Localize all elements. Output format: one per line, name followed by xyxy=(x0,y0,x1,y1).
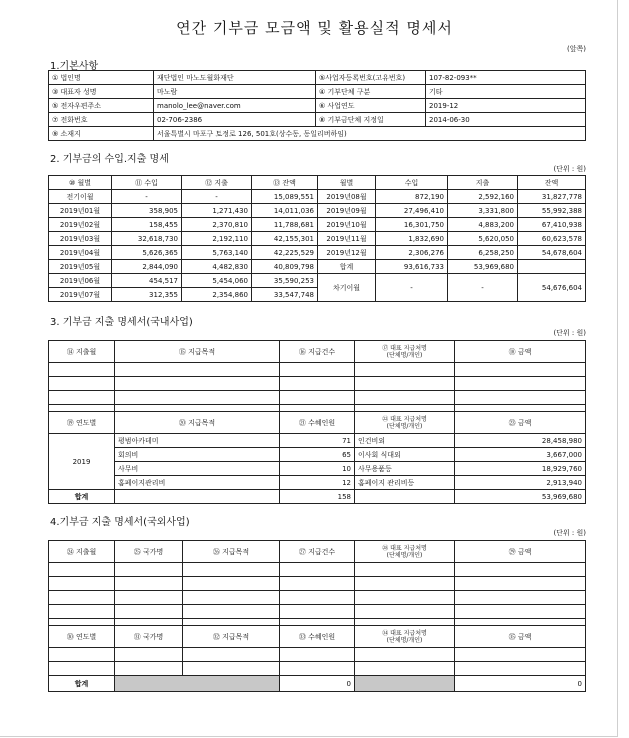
amount-cell xyxy=(518,260,586,274)
column-header: ㉕ 국가명 xyxy=(115,541,183,563)
amount-cell: 2,354,860 xyxy=(182,288,252,302)
income-row xyxy=(49,274,586,288)
amount-cell: 2,192,110 xyxy=(182,232,252,246)
column-header: ⑭ 지출월 xyxy=(49,341,115,363)
amount-cell: 27,496,410 xyxy=(376,204,448,218)
empty-cell xyxy=(355,676,455,692)
column-header: ㉗ 지급건수 xyxy=(280,541,355,563)
empty-cell xyxy=(115,563,183,577)
amount-cell: - xyxy=(182,190,252,204)
amount-cell: 11,788,681 xyxy=(252,218,318,232)
blank-row xyxy=(49,377,586,391)
column-header: 지출 xyxy=(448,176,518,190)
empty-cell xyxy=(280,391,355,405)
amount-cell: 4,883,200 xyxy=(448,218,518,232)
income-expense-table xyxy=(48,175,586,302)
column-header: ⑪ 수입 xyxy=(112,176,182,190)
recipient-cell: 인건비외 xyxy=(355,434,455,448)
section-1-heading: 1.기본사항 xyxy=(50,61,99,72)
overseas-header-row-2 xyxy=(49,626,586,648)
domestic-row xyxy=(49,476,586,490)
total-amount: 53,969,680 xyxy=(455,490,586,504)
section-3-unit: (단위 : 원) xyxy=(553,329,586,337)
info-label: ① 법인명 xyxy=(49,71,154,85)
empty-cell xyxy=(49,662,115,676)
amount-cell: 3,331,800 xyxy=(448,204,518,218)
address-value: 서울특별시 마포구 토정로 126, 501호(상수동, 동일리버하임) xyxy=(154,127,586,141)
month-cell: 2019년01월 xyxy=(49,204,112,218)
empty-cell xyxy=(183,648,280,662)
amount-cell: 1,271,430 xyxy=(182,204,252,218)
count-cell: 65 xyxy=(280,448,355,462)
column-header: ⑱ 금액 xyxy=(455,341,586,363)
empty-cell xyxy=(280,605,355,619)
section-2-heading: 2. 기부금의 수입.지출 명세 xyxy=(50,154,169,165)
empty-cell xyxy=(280,563,355,577)
column-header xyxy=(355,412,455,434)
empty-cell xyxy=(280,648,355,662)
empty-cell xyxy=(455,619,586,626)
empty-cell xyxy=(115,363,280,377)
header-line: ㉞ 대표 지급처명 xyxy=(382,629,427,637)
empty-cell xyxy=(455,563,586,577)
spacer-row xyxy=(49,405,586,412)
empty-cell xyxy=(280,591,355,605)
column-header xyxy=(355,626,455,648)
empty-cell xyxy=(49,648,115,662)
count-cell: 71 xyxy=(280,434,355,448)
info-label: ⑥ 사업연도 xyxy=(316,99,426,113)
month-cell: 2019년02월 xyxy=(49,218,112,232)
empty-cell xyxy=(355,605,455,619)
column-header: ⑬ 잔액 xyxy=(252,176,318,190)
total-amount: 0 xyxy=(455,676,586,692)
address-row xyxy=(49,127,586,141)
empty-cell xyxy=(355,377,455,391)
empty-cell xyxy=(183,619,280,626)
amount-cell: 60,623,578 xyxy=(518,232,586,246)
blank-row xyxy=(49,577,586,591)
amount-cell: 5,620,050 xyxy=(448,232,518,246)
empty-cell xyxy=(49,605,115,619)
amount-cell: 67,410,938 xyxy=(518,218,586,232)
section-3-heading: 3. 기부금 지출 명세서(국내사업) xyxy=(50,317,193,328)
empty-cell xyxy=(115,591,183,605)
amount-cell: 3,667,000 xyxy=(455,448,586,462)
month-cell: 2019년08월 xyxy=(318,190,376,204)
amount-cell: 4,482,830 xyxy=(182,260,252,274)
amount-cell: 31,827,778 xyxy=(518,190,586,204)
column-header: ㉙ 금액 xyxy=(455,541,586,563)
info-value: manolo_lee@naver.com xyxy=(154,99,316,113)
empty-cell xyxy=(280,662,355,676)
header-line: ㉒ 대표 지급처명 xyxy=(382,415,427,423)
header-line: ⑰ 대표 지급처명 xyxy=(382,344,427,352)
column-header: ⑫ 지출 xyxy=(182,176,252,190)
amount-cell: 93,616,733 xyxy=(376,260,448,274)
empty-cell xyxy=(49,363,115,377)
empty-cell xyxy=(115,605,183,619)
info-label: ⑤사업자등록번호(고유번호) xyxy=(316,71,426,85)
income-row xyxy=(49,204,586,218)
empty-cell xyxy=(49,591,115,605)
empty-cell xyxy=(455,391,586,405)
overseas-total-row xyxy=(49,676,586,692)
amount-cell: 454,517 xyxy=(112,274,182,288)
amount-cell: 5,626,365 xyxy=(112,246,182,260)
total-count: 158 xyxy=(280,490,355,504)
empty-cell xyxy=(115,490,280,504)
month-cell: 2019년04월 xyxy=(49,246,112,260)
column-header: ⑳ 지급목적 xyxy=(115,412,280,434)
total-count: 0 xyxy=(280,676,355,692)
recipient-cell: 사무용품등 xyxy=(355,462,455,476)
overseas-expense-table xyxy=(48,540,586,692)
empty-cell xyxy=(455,662,586,676)
domestic-total-row xyxy=(49,490,586,504)
empty-cell xyxy=(455,577,586,591)
info-value: 02-706-2386 xyxy=(154,113,316,127)
amount-cell: 40,809,798 xyxy=(252,260,318,274)
empty-cell xyxy=(115,676,280,692)
section-2-unit: (단위 : 원) xyxy=(553,165,586,173)
info-label: ⑤ 전자우편주소 xyxy=(49,99,154,113)
column-header: 수입 xyxy=(376,176,448,190)
header-line: (단체명/개인) xyxy=(386,422,423,430)
column-header xyxy=(355,341,455,363)
income-row xyxy=(49,246,586,260)
empty-cell xyxy=(115,577,183,591)
amount-cell: 14,011,036 xyxy=(252,204,318,218)
empty-cell xyxy=(280,577,355,591)
column-header: ㉑ 수혜인원 xyxy=(280,412,355,434)
year-cell: 2019 xyxy=(49,434,115,490)
month-cell: 2019년12월 xyxy=(318,246,376,260)
blank-row xyxy=(49,563,586,577)
recipient-cell: 홈페이지 관리비등 xyxy=(355,476,455,490)
empty-cell xyxy=(183,577,280,591)
empty-cell xyxy=(115,391,280,405)
info-row xyxy=(49,113,586,127)
amount-cell: 55,992,388 xyxy=(518,204,586,218)
empty-cell xyxy=(355,490,455,504)
amount-cell: 53,969,680 xyxy=(448,260,518,274)
column-header: ㉟ 금액 xyxy=(455,626,586,648)
amount-cell: 54,678,604 xyxy=(518,246,586,260)
month-cell: 2019년11월 xyxy=(318,232,376,246)
header-line: ㉘ 대표 지급처명 xyxy=(382,544,427,552)
amount-cell: 2,913,940 xyxy=(455,476,586,490)
info-label: ⑦ 전화번호 xyxy=(49,113,154,127)
blank-row xyxy=(49,391,586,405)
amount-cell: 5,454,060 xyxy=(182,274,252,288)
domestic-header-row-2 xyxy=(49,412,586,434)
amount-cell: 28,458,980 xyxy=(455,434,586,448)
empty-cell xyxy=(355,391,455,405)
amount-cell: 2,370,810 xyxy=(182,218,252,232)
total-label: 합계 xyxy=(49,676,115,692)
column-header: ㉖ 지급목적 xyxy=(183,541,280,563)
column-header: ㉛ 국가명 xyxy=(115,626,183,648)
column-header: ㉓ 금액 xyxy=(455,412,586,434)
month-cell: 2019년05월 xyxy=(49,260,112,274)
amount-cell: 158,455 xyxy=(112,218,182,232)
empty-cell xyxy=(355,662,455,676)
empty-cell xyxy=(355,405,455,412)
income-row xyxy=(49,260,586,274)
overseas-header-row xyxy=(49,541,586,563)
income-header-row xyxy=(49,176,586,190)
total-label: 합계 xyxy=(318,260,376,274)
purpose-cell: 평범아카데미 xyxy=(115,434,280,448)
amount-cell: 2,592,160 xyxy=(448,190,518,204)
info-value: 마노람 xyxy=(154,85,316,99)
header-line: (단체명/개인) xyxy=(386,551,423,559)
empty-cell xyxy=(49,563,115,577)
empty-cell xyxy=(455,591,586,605)
amount-cell: - xyxy=(376,274,448,302)
month-cell: 2019년10월 xyxy=(318,218,376,232)
blank-row xyxy=(49,591,586,605)
column-header: ㉝ 수혜인원 xyxy=(280,626,355,648)
column-header: ㉜ 지급목적 xyxy=(183,626,280,648)
empty-cell xyxy=(355,591,455,605)
info-value: 기타 xyxy=(426,85,586,99)
empty-cell xyxy=(280,619,355,626)
purpose-cell: 사무비 xyxy=(115,462,280,476)
amount-cell: 42,225,529 xyxy=(252,246,318,260)
amount-cell: 15,089,551 xyxy=(252,190,318,204)
empty-cell xyxy=(455,377,586,391)
amount-cell: 2,306,276 xyxy=(376,246,448,260)
amount-cell: 872,190 xyxy=(376,190,448,204)
column-header: ⑯ 지급건수 xyxy=(280,341,355,363)
amount-cell: 312,355 xyxy=(112,288,182,302)
section-4-heading: 4.기부금 지출 명세서(국외사업) xyxy=(50,517,190,528)
amount-cell: 358,905 xyxy=(112,204,182,218)
column-header: ㉚ 연도별 xyxy=(49,626,115,648)
info-row xyxy=(49,71,586,85)
info-row xyxy=(49,85,586,99)
empty-cell xyxy=(455,605,586,619)
header-line: (단체명/개인) xyxy=(386,351,423,359)
empty-cell xyxy=(455,363,586,377)
column-header: ⑮ 지급목적 xyxy=(115,341,280,363)
amount-cell: 33,547,748 xyxy=(252,288,318,302)
column-header: ㉔ 지출월 xyxy=(49,541,115,563)
domestic-row xyxy=(49,462,586,476)
amount-cell: 18,929,760 xyxy=(455,462,586,476)
amount-cell: - xyxy=(448,274,518,302)
blank-row xyxy=(49,648,586,662)
empty-cell xyxy=(115,662,183,676)
total-label: 합계 xyxy=(49,490,115,504)
month-cell: 전기이월 xyxy=(49,190,112,204)
info-value: 2019-12 xyxy=(426,99,586,113)
column-header: ⑲ 연도별 xyxy=(49,412,115,434)
empty-cell xyxy=(49,619,115,626)
empty-cell xyxy=(355,648,455,662)
document-title: 연간 기부금 모금액 및 활용실적 명세서 xyxy=(176,19,453,37)
info-label: ④ 기부단체 구분 xyxy=(316,85,426,99)
empty-cell xyxy=(49,405,115,412)
amount-cell: 42,155,301 xyxy=(252,232,318,246)
column-header: ⑩ 월별 xyxy=(49,176,112,190)
basic-info-table xyxy=(48,70,586,141)
purpose-cell: 회의비 xyxy=(115,448,280,462)
amount-cell: 32,618,730 xyxy=(112,232,182,246)
sheet-mark: (앞쪽) xyxy=(567,45,586,53)
empty-cell xyxy=(49,391,115,405)
month-cell: 2019년03월 xyxy=(49,232,112,246)
info-row xyxy=(49,99,586,113)
carry-label: 차기이월 xyxy=(318,274,376,302)
income-row xyxy=(49,218,586,232)
empty-cell xyxy=(355,563,455,577)
empty-cell xyxy=(183,591,280,605)
spacer-row xyxy=(49,619,586,626)
income-row xyxy=(49,232,586,246)
empty-cell xyxy=(115,405,280,412)
amount-cell: 1,832,690 xyxy=(376,232,448,246)
month-cell: 2019년06월 xyxy=(49,274,112,288)
month-cell: 2019년09월 xyxy=(318,204,376,218)
purpose-cell: 홈페이지관리비 xyxy=(115,476,280,490)
section-4-unit: (단위 : 원) xyxy=(553,529,586,537)
amount-cell: 16,301,750 xyxy=(376,218,448,232)
empty-cell xyxy=(455,648,586,662)
empty-cell xyxy=(280,405,355,412)
domestic-row xyxy=(49,434,586,448)
blank-row xyxy=(49,662,586,676)
empty-cell xyxy=(115,377,280,391)
empty-cell xyxy=(455,405,586,412)
info-label: ③ 대표자 성명 xyxy=(49,85,154,99)
income-row xyxy=(49,190,586,204)
blank-row xyxy=(49,605,586,619)
blank-row xyxy=(49,363,586,377)
empty-cell xyxy=(355,363,455,377)
month-cell: 2019년07월 xyxy=(49,288,112,302)
amount-cell: 6,258,250 xyxy=(448,246,518,260)
empty-cell xyxy=(280,377,355,391)
info-value: 2014-06-30 xyxy=(426,113,586,127)
domestic-row xyxy=(49,448,586,462)
amount-cell: 5,763,140 xyxy=(182,246,252,260)
empty-cell xyxy=(115,619,183,626)
recipient-cell: 이사회 식대외 xyxy=(355,448,455,462)
empty-cell xyxy=(49,377,115,391)
info-label: ⑧ 기부금단체 지정일 xyxy=(316,113,426,127)
empty-cell xyxy=(115,648,183,662)
count-cell: 12 xyxy=(280,476,355,490)
empty-cell xyxy=(280,363,355,377)
amount-cell: 54,676,604 xyxy=(518,274,586,302)
empty-cell xyxy=(183,563,280,577)
amount-cell: - xyxy=(112,190,182,204)
domestic-header-row xyxy=(49,341,586,363)
empty-cell xyxy=(183,605,280,619)
empty-cell xyxy=(355,619,455,626)
column-header: 월별 xyxy=(318,176,376,190)
column-header xyxy=(355,541,455,563)
address-label: ⑨ 소재지 xyxy=(49,127,154,141)
amount-cell: 35,590,253 xyxy=(252,274,318,288)
column-header: 잔액 xyxy=(518,176,586,190)
empty-cell xyxy=(355,577,455,591)
info-value: 107-82-093** xyxy=(426,71,586,85)
empty-cell xyxy=(49,577,115,591)
empty-cell xyxy=(183,662,280,676)
header-line: (단체명/개인) xyxy=(386,636,423,644)
domestic-expense-table xyxy=(48,340,586,504)
info-value: 재단법인 마노도월화재단 xyxy=(154,71,316,85)
amount-cell: 2,844,090 xyxy=(112,260,182,274)
count-cell: 10 xyxy=(280,462,355,476)
